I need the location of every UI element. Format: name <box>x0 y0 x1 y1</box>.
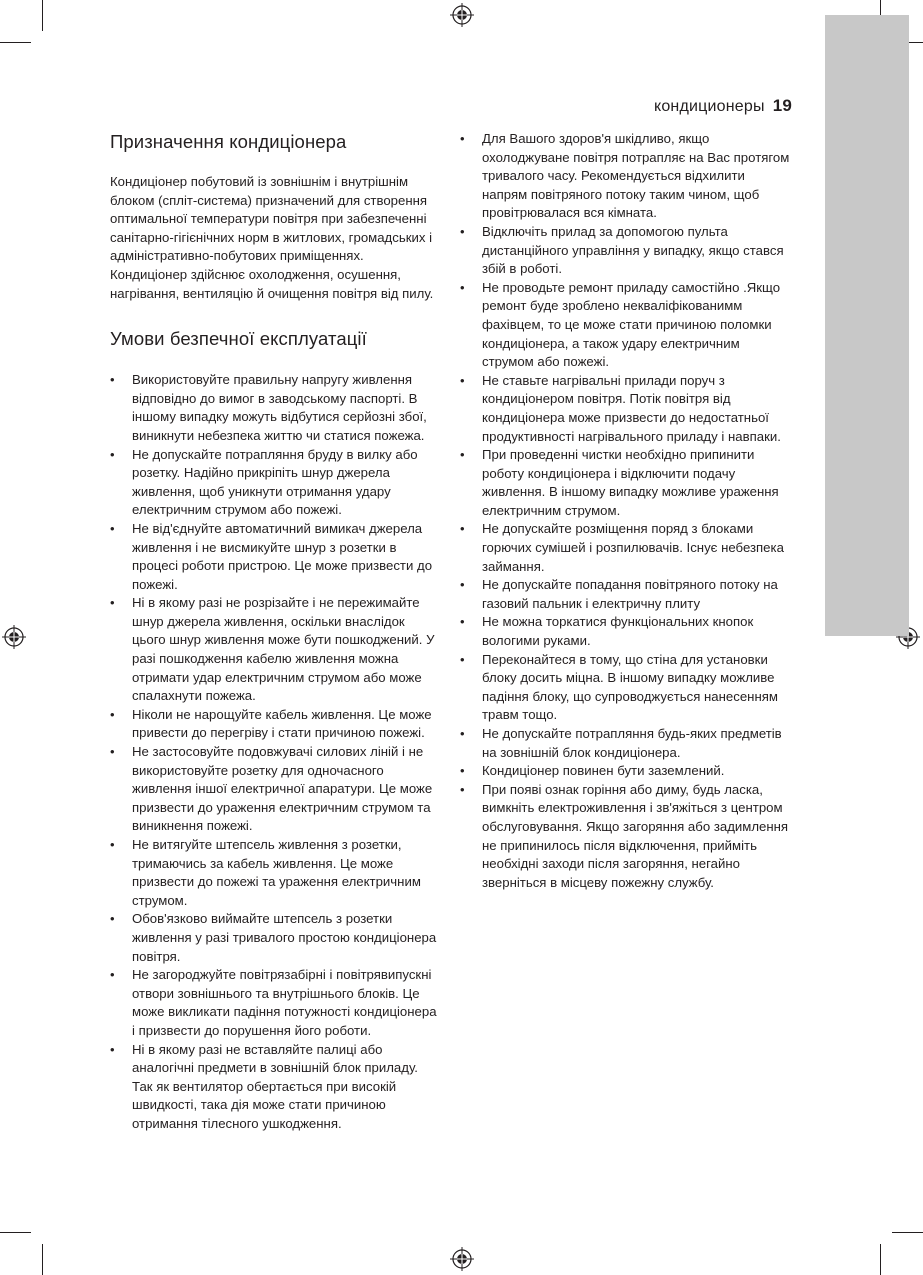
safety-heading: Умови безпечної експлуатації <box>110 328 367 350</box>
running-head <box>654 96 792 116</box>
list-item: • Не від'єднуйте автоматичний вимикач джерела живлення і не висмикуйте шнур з розетки в процесі роботи пристрою. Це може призвести до пожежі. <box>110 520 438 594</box>
right-column <box>460 130 790 892</box>
registration-mark-icon <box>450 3 474 27</box>
purpose-heading: Призначення кондиціонера <box>110 131 347 152</box>
crop-mark <box>42 1244 43 1275</box>
list-item: • Не допускайте розміщення поряд з блоками горючих сумішей і розпилювачів. Існує небезпека займання. <box>460 520 790 576</box>
section-thumb-tab <box>825 15 909 636</box>
list-item: • Для Вашого здоров'я шкідливо, якщо охолоджуване повітря потрапляє на Вас протягом тривалого часу. Рекомендується відхилити напрям повітряного потоку таким чином, щоб провітрювалася вся кімната. <box>460 130 790 223</box>
list-item: • Ні в якому разі не розрізайте і не пережимайте шнур джерела живлення, оскільки внаслідок цього шнур живлення може бути пошкоджений. У разі пошкодження кабелю живлення можна отримати удар електричним струмом або може спалахнути пожежа. <box>110 594 438 706</box>
crop-mark <box>0 42 31 43</box>
list-item: • Не проводьте ремонт приладу самостійно .Якщо ремонт буде зроблено некваліфікованимм фахівцем, то це може стати причиною поломки кондиціонера, а також удару електричним струмом або пожежі. <box>460 279 790 372</box>
running-head-section: кондиционеры <box>653 98 765 115</box>
list-item: • Кондиціонер повинен бути заземлений. <box>460 762 790 781</box>
list-item: • Відключіть прилад за допомогою пульта дистанційного управління у випадку, якщо стався збій в роботі. <box>460 223 790 279</box>
list-item: • Використовуйте правильну напругу живлення відповідно до вимог в заводському паспорті. В іншому випадку можуть відбутися серйозні збої, виникнути небезпека життю чи статися пожежа. <box>110 371 438 445</box>
page-number: 19 <box>772 96 792 115</box>
crop-mark <box>42 0 43 31</box>
list-item: • Переконайтеся в тому, що стіна для установки блоку досить міцна. В іншому випадку можливе падіння блоку, що супроводжується нанесенням травм тощо. <box>460 651 790 725</box>
safety-list-right <box>460 130 790 892</box>
list-item: • Ніколи не нарощуйте кабель живлення. Це може привести до перегріву і стати причиною пожежі. <box>110 706 438 743</box>
list-item: • Не можна торкатися функціональних кнопок вологими руками. <box>460 613 790 650</box>
list-item: • Не допускайте потрапляння бруду в вилку або розетку. Надійно прикріпіть шнур джерела живлення, щоб уникнути отримання удару електричним струмом або пожежі. <box>110 446 438 520</box>
list-item: • Не застосовуйте подовжувачі силових ліній і не використовуйте розетку для одночасного живлення іншої електричної апаратури. Це може призвести до ураження електричним струмом та виникнення пожежі. <box>110 743 438 836</box>
crop-mark <box>880 1244 881 1275</box>
list-item: • Ні в якому разі не вставляйте палиці або аналогічні предмети в зовнішній блок приладу. Так як вентилятор обертається при високій швидкості, така дія може стати причиною отримання тілесного ушкодження. <box>110 1041 438 1134</box>
list-item: • При появі ознак горіння або диму, будь ласка, вимкніть електроживлення і зв'яжіться з центром обслуговування. Якщо загоряння або задимлення не припинилось після відключення, прийміть необхідні заходи після загоряння, негайно зверніться в місцеву пожежну службу. <box>460 781 790 893</box>
purpose-paragraph: Кондиціонер побутовий із зовнішнім і внутрішнім блоком (спліт-система) призначений для створення оптимальної температури повітря при забезпеченні санітарно-гігієнічних норм в житлових, громадських і адміністративно-побутових приміщеннях. Кондиціонер здійснює охолодження, осушення, нагрівання, вентиляцію й очищення повітря від пилу. <box>110 174 434 301</box>
left-column <box>110 130 438 1134</box>
list-item: • При проведенні чистки необхідно припинити роботу кондиціонера і відключити подачу живлення. В іншому випадку можливе ураження електричним струмом. <box>460 446 790 520</box>
list-item: • Не ставьте нагрівальні прилади поруч з кондиціонером повітря. Потік повітря від кондиціонера може призвести до недостатньої продуктивності нагрівального приладу і навпаки. <box>460 372 790 446</box>
list-item: • Не загороджуйте повітрязабірні і повітрявипускні отвори зовнішнього та внутрішнього блоків. Це може викликати падіння потужності кондиціонера і призвести до порушення його роботи. <box>110 966 438 1040</box>
list-item: • Не витягуйте штепсель живлення з розетки, тримаючись за кабель живлення. Це може призвести до пожежі та ураження електричним струмом. <box>110 836 438 910</box>
list-item: • Обов'язково виймайте штепсель з розетки живлення у разі тривалого простою кондиціонера повітря. <box>110 910 438 966</box>
crop-mark <box>892 1232 923 1233</box>
list-item: • Не допускайте попадання повітряного потоку на газовий пальник і електричну плиту <box>460 576 790 613</box>
safety-list-left <box>110 371 438 1133</box>
registration-mark-icon <box>2 625 26 649</box>
list-item: • Не допускайте потрапляння будь-яких предметів на зовнішній блок кондиціонера. <box>460 725 790 762</box>
crop-mark <box>0 1232 31 1233</box>
registration-mark-icon <box>450 1247 474 1271</box>
